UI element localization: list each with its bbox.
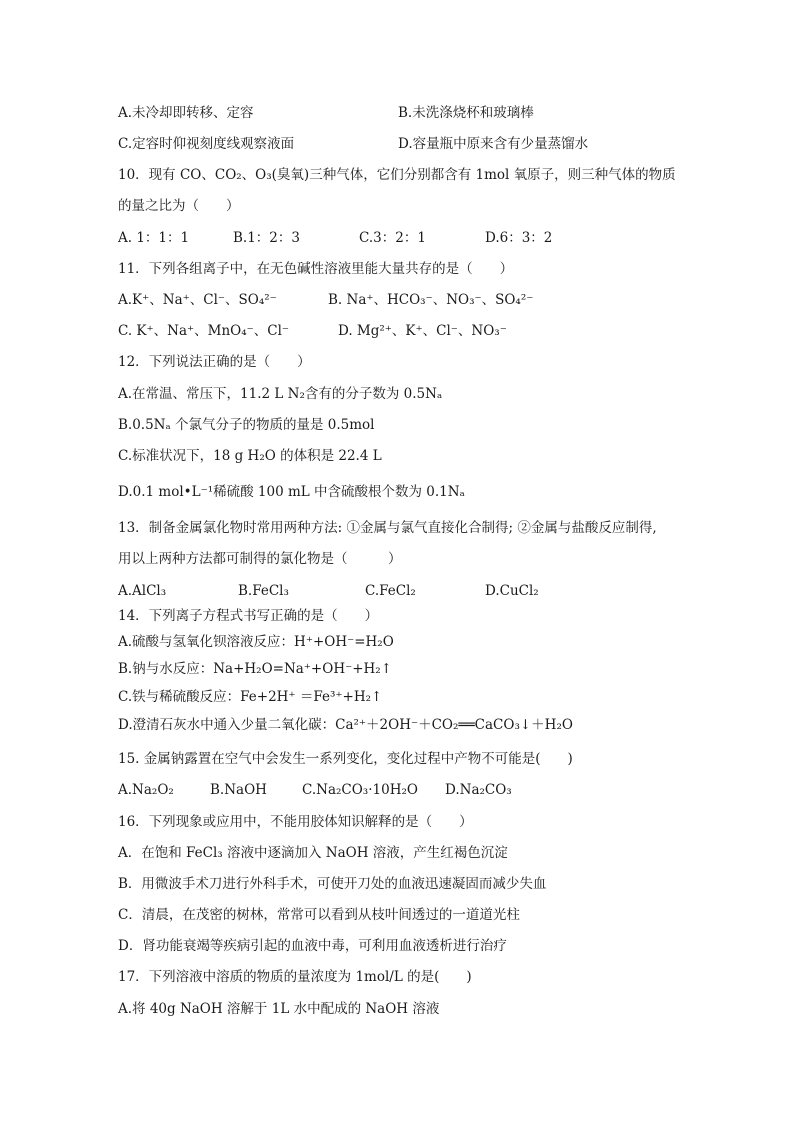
q12-stem: 12．下列说法正确的是（ ） xyxy=(118,354,311,370)
q14-stem: 14．下列离子方程式书写正确的是（ ） xyxy=(118,608,379,624)
q14-option-d: D.澄清石灰水中通入少量二氧化碳：Ca²⁺＋2OH⁻＋CO₂══CaCO₃↓＋H₂O xyxy=(118,717,573,733)
q10-option-d: D.6：3：2 xyxy=(485,230,553,246)
q10-option-c: C.3：2：1 xyxy=(359,230,426,246)
q13-option-b: B.FeCl₃ xyxy=(238,583,289,599)
q10-option-b: B.1：2：3 xyxy=(233,230,300,246)
q9-option-d: D.容量瓶中原来含有少量蒸馏水 xyxy=(398,136,589,152)
q17-option-a: A.将 40g NaOH 溶解于 1L 水中配成的 NaOH 溶液 xyxy=(118,1001,440,1017)
q11-option-c: C. K⁺、Na⁺、MnO₄⁻、Cl⁻ xyxy=(118,323,290,339)
q14-option-a: A.硫酸与氢氧化钡溶液反应：H⁺+OH⁻=H₂O xyxy=(118,634,394,650)
q16-stem: 16．下列现象或应用中，不能用胶体知识解释的是（ ） xyxy=(118,814,473,830)
q16-option-d: D．肾功能衰竭等疾病引起的血液中毒，可利用血液透析进行治疗 xyxy=(118,938,507,954)
q10-stem-line1: 10．现有 CO、CO₂、O₃(臭氧)三种气体，它们分别都含有 1mol 氧原子，则三种气体的物质 xyxy=(118,167,676,183)
q9-option-b: B.未洗涤烧杯和玻璃棒 xyxy=(398,105,534,121)
q13-stem-line1: 13．制备金属氯化物时常用两种方法: ①金属与氯气直接化合制得; ②金属与盐酸反应制得, xyxy=(118,520,657,536)
q12-option-b: B.0.5Nₐ 个氯气分子的物质的量是 0.5mol xyxy=(118,417,375,433)
q9-option-c: C.定容时仰视刻度线观察液面 xyxy=(118,136,295,152)
q16-option-c: C．清晨，在茂密的树林，常常可以看到从枝叶间透过的一道道光柱 xyxy=(118,907,520,923)
q13-option-c: C.FeCl₂ xyxy=(365,583,416,599)
q16-option-b: B．用微波手术刀进行外科手术，可使开刀处的血液迅速凝固而减少失血 xyxy=(118,876,547,892)
q11-option-d: D. Mg²⁺、K⁺、Cl⁻、NO₃⁻ xyxy=(338,323,507,339)
q15-option-d: D.Na₂CO₃ xyxy=(445,782,512,798)
q11-stem: 11．下列各组离子中，在无色碱性溶液里能大量共存的是（ ） xyxy=(118,261,514,277)
q16-option-a: A．在饱和 FeCl₃ 溶液中逐滴加入 NaOH 溶液，产生红褐色沉淀 xyxy=(118,845,508,861)
q13-option-a: A.AlCl₃ xyxy=(118,583,167,599)
q11-option-b: B. Na⁺、HCO₃⁻、NO₃⁻、SO₄²⁻ xyxy=(328,292,534,308)
q17-stem: 17．下列溶液中溶质的物质的量浓度为 1mol/L 的是( ) xyxy=(118,969,472,985)
q15-stem: 15. 金属钠露置在空气中会发生一系列变化，变化过程中产物不可能是( ) xyxy=(118,751,573,767)
q12-option-c: C.标准状况下，18 g H₂O 的体积是 22.4 L xyxy=(118,448,382,464)
q12-option-a: A.在常温、常压下，11.2 L N₂含有的分子数为 0.5Nₐ xyxy=(118,386,443,402)
q14-option-c: C.铁与稀硫酸反应：Fe+2H⁺ ＝Fe³⁺+H₂↑ xyxy=(118,689,383,705)
q12-option-d: D.0.1 mol•L⁻¹稀硫酸 100 mL 中含硫酸根个数为 0.1Nₐ xyxy=(118,484,465,500)
q13-stem-line2: 用以上两种方法都可制得的氯化物是（ ） xyxy=(118,551,402,567)
q9-option-a: A.未冷却即转移、定容 xyxy=(118,105,254,121)
q15-option-a: A.Na₂O₂ xyxy=(118,782,174,798)
q10-stem-line2: 的量之比为（ ） xyxy=(118,198,240,214)
q15-option-b: B.NaOH xyxy=(210,782,267,798)
q14-option-b: B.钠与水反应：Na+H₂O=Na⁺+OH⁻+H₂↑ xyxy=(118,661,393,677)
q13-option-d: D.CuCl₂ xyxy=(485,583,539,599)
q11-option-a: A.K⁺、Na⁺、Cl⁻、SO₄²⁻ xyxy=(118,292,277,308)
q10-option-a: A. 1：1：1 xyxy=(118,230,190,246)
q15-option-c: C.Na₂CO₃·10H₂O xyxy=(302,782,418,798)
